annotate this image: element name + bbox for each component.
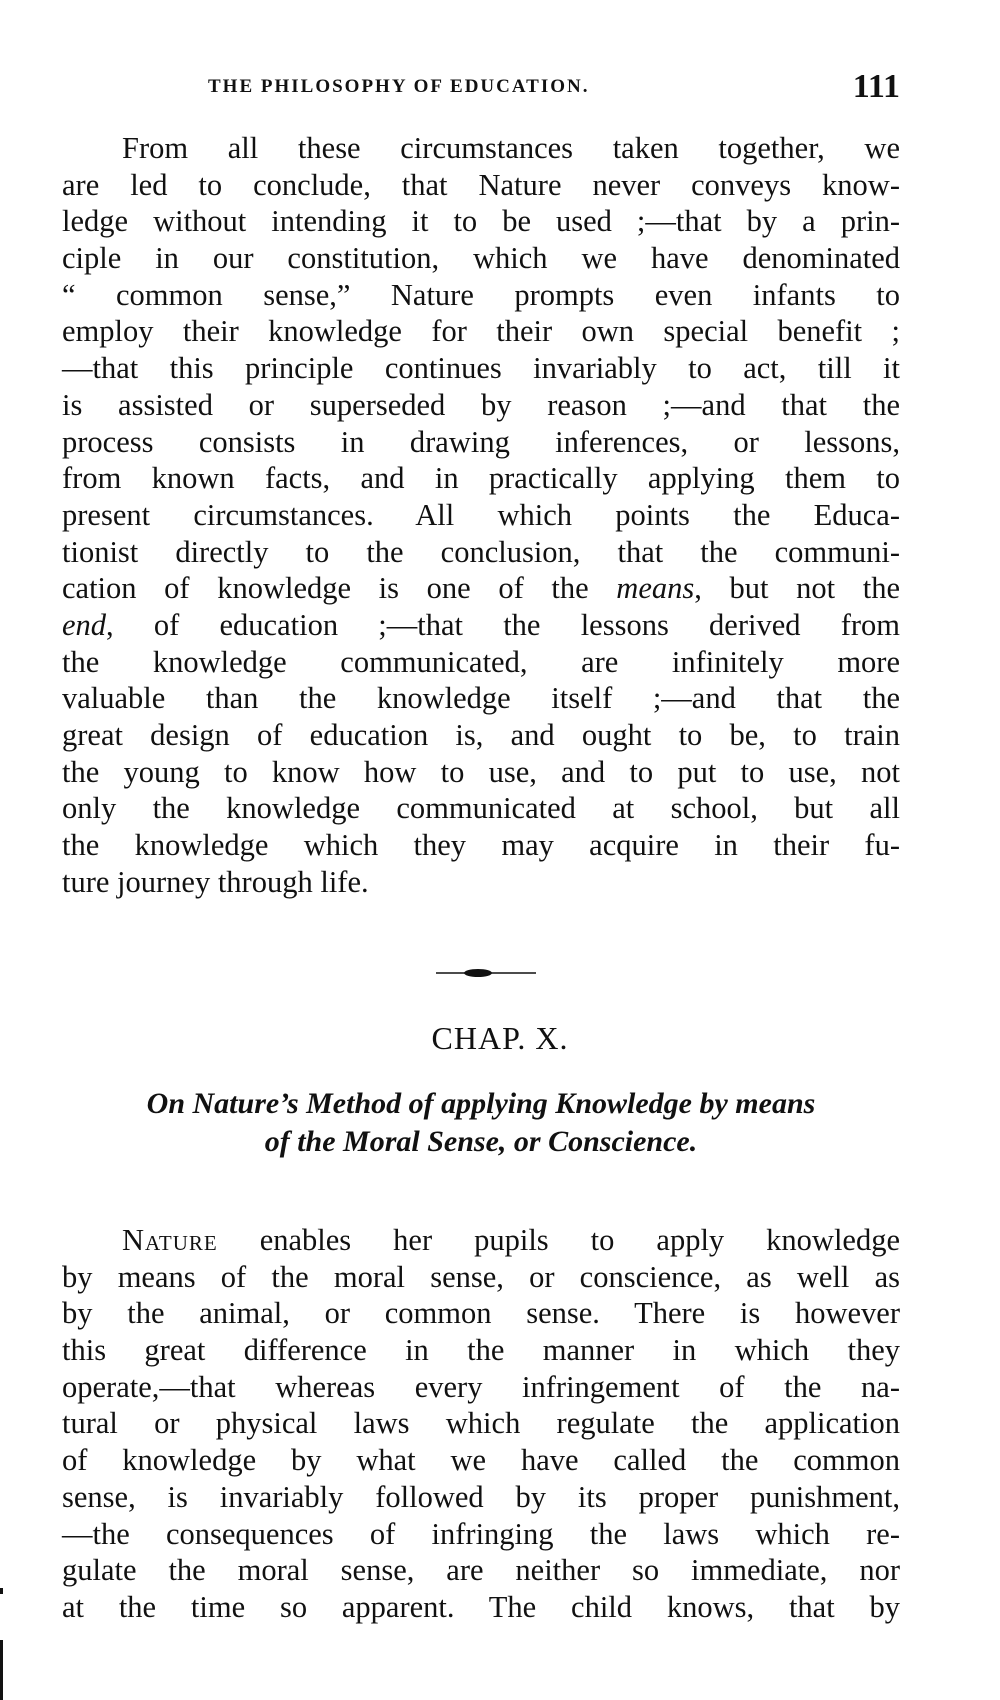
emphasis-end: end [62,607,107,642]
text-line: the young to know how to use, and to put to use, not [62,754,900,789]
text-line: are led to conclude, that Nature never conveys know- [62,167,900,202]
text-line: ciple in our constitution, which we have denominated [62,241,900,276]
scan-margin-mark [0,1640,3,1700]
text-segment: enables her pupils to apply knowledge [217,1223,900,1257]
text-line: tural or physical laws which regulate the application [62,1406,900,1441]
scan-margin-mark [0,1588,3,1594]
text-line [62,570,900,607]
text-line: —that this principle continues invariably to act, till it [62,351,900,386]
text-line [62,1222,900,1259]
text-segment: cation of knowledge is one of the [62,571,617,606]
chapter-title-line: of the Moral Sense, or Conscience. [264,1125,698,1158]
text-line: by the animal, or common sense. There is however [62,1296,900,1331]
text-line: —the consequences of infringing the laws which re- [62,1516,900,1551]
text-line: sense, is invariably followed by its proper punishment, [62,1479,900,1514]
text-line: ledge without intending it to be used ;—that by a prin- [62,204,900,239]
fleuron-divider-icon [436,968,536,978]
text-line: ture journey through life. [62,864,369,899]
text-line: only the knowledge communicated at school, but all [62,791,900,826]
text-line [62,607,900,644]
text-line: is assisted or superseded by reason ;—and that the [62,387,900,422]
chapter-heading: CHAP. X. [431,1020,569,1056]
text-line: of knowledge by what we have called the common [62,1443,900,1478]
text-line: employ their knowledge for their own special benefit ; [62,314,900,349]
text-line: gulate the moral sense, are neither so immediate, nor [62,1553,900,1588]
text-line: tionist directly to the conclusion, that the communi- [62,534,900,569]
drop-word: Nature [122,1223,218,1257]
page-number: 111 [852,68,900,105]
text-line: the knowledge which they may acquire in their fu- [62,828,900,863]
running-title: THE PHILOSOPHY OF EDUCATION. [208,76,590,97]
text-line: present circumstances. All which points the Educa- [62,497,900,532]
text-line: process consists in drawing inferences, or lessons, [62,424,900,459]
chapter-title-line: On Nature’s Method of applying Knowledge by means [146,1087,816,1120]
paragraph-2 [62,1222,900,1626]
text-line: this great difference in the manner in which they [62,1333,900,1368]
paragraph-1 [62,130,900,900]
text-line: valuable than the knowledge itself ;—and that the [62,681,900,716]
text-line: at the time so apparent. The child knows, that by [62,1589,900,1624]
emphasis-means: means [616,571,695,606]
text-line: From all these circumstances taken together, we [122,131,900,165]
text-line: operate,—that whereas every infringement of the na- [62,1369,900,1404]
text-line: great design of education is, and ought to be, to train [62,718,900,752]
text-line: “ common sense,” Nature prompts even infants to [62,277,900,312]
text-line: from known facts, and in practically applying them to [62,461,900,496]
text-segment: , but not the [694,571,900,606]
chapter-title [62,1085,900,1161]
running-head [200,68,900,108]
text-line: the knowledge communicated, are infinitely more [62,644,900,679]
text-line: by means of the moral sense, or conscience, as well as [62,1259,900,1294]
text-segment: , of education ;—that the lessons derived from [106,607,900,642]
